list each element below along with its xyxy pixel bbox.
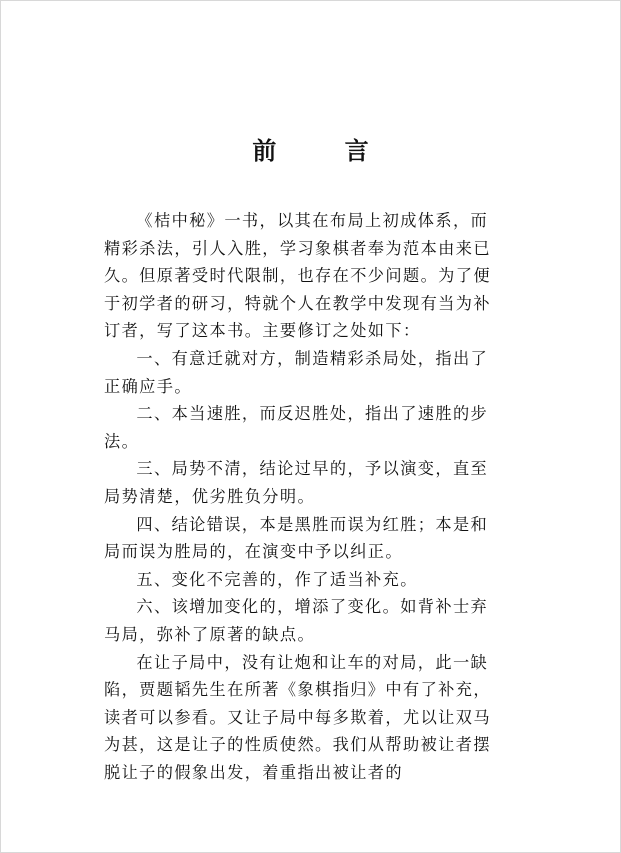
paragraph-intro: 《桔中秘》一书，以其在布局上初成体系，而精彩杀法，引人入胜，学习象棋者奉为范本由来已久。但原著受时代限制，也存在不少问题。为了便于初学者的研习，特就个人在教学中发现有当为补订者，写了这本书。主要修订之处如下： xyxy=(104,211,491,341)
paragraph-item-1: 一、有意迁就对方，制造精彩杀局处，指出了正确应手。 xyxy=(104,348,489,396)
paragraph-item-2: 二、本当速胜，而反迟胜处，指出了速胜的步法。 xyxy=(104,404,489,451)
paragraph-item-3: 三、局势不清，结论过早的，予以演变，直至局势清楚，优劣胜负分明。 xyxy=(104,459,489,506)
page-title: 前 言 xyxy=(252,136,399,165)
paragraph-item-4: 四、结论错误，本是黑胜而误为红胜；本是和局而误为胜局的，在演变中予以纠正。 xyxy=(104,514,489,562)
paragraph-item-5: 五、变化不完善的，作了适当补充。 xyxy=(136,569,418,589)
preface-body xyxy=(104,207,504,786)
paragraph-item-6: 六、该增加变化的，增添了变化。如背补士弃马局，弥补了原著的缺点。 xyxy=(104,597,489,644)
paragraph-handicap: 在让子局中，没有让炮和让车的对局，此一缺陷，贾题韬先生在所著《象棋指归》中有了补充，读者可以参看。又让子局中每多欺着，尤以让双马为甚，这是让子的性质使然。我们从帮助被让者摆脱让子的假象出发，着重指出被让者的 xyxy=(104,652,491,782)
